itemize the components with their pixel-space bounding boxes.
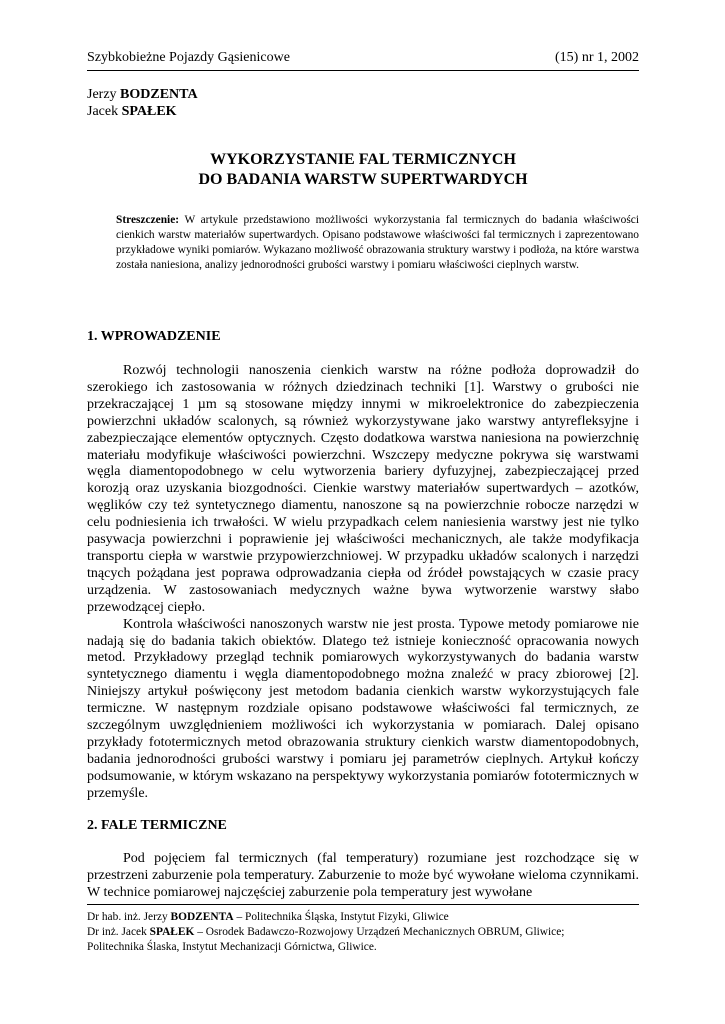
abstract <box>116 213 639 273</box>
footnote-author: BODZENTA <box>170 911 234 923</box>
paragraph: Rozwój technologii nanoszenia cienkich warstw na różne podłoża doprowadził do szerokiego ich zastosowania w różnych dziedzinach techniki [1]. Warstwy o grubości nie przekraczającej 1 µm są stosowane między innymi w mikroelektronice do zabezpieczenia powierzchni układów scalonych, są również wykorzystywane jako warstwy antyrefleksyjne i zabezpieczające elementów optycznych. Często dodatkowa warstwa naniesiona na powierzchnię materiału modyfikuje właściwości powierzchni. Wszczepy medyczne pokrywa się warstwami węgla diamentopodobnego w celu wytworzenia bariery dyfuzyjnej, zabezpieczającej przed korozją oraz uzyskania biozgodności. Cienkie warstwy materiałów supertwardych – azotków, węglików czy też syntetycznego diamentu, nanoszone są na powierzchnie robocze narzędzi w celu podniesienia ich trwałości. W wielu przypadkach celem naniesienia warstwy jest nie tylko pasywacja powierzchni i poprawienie jej właściwości mechanicznych, ale także modyfikacja transportu ciepła w warstwie przypowierzchniowej. W przypadku układów scalonych i narzędzi tnących pożądana jest poprawa odprowadzania ciepła od źródeł powstających w czasie pracy urządzenia. W zastosowaniach medycznych ważne bywa wytworzenie warstwy słabo przewodzącej ciepło. <box>87 363 639 615</box>
footnote <box>87 910 639 925</box>
author <box>87 86 198 103</box>
footnote-text: Dr hab. inż. Jerzy <box>87 911 171 923</box>
paper-title <box>87 150 639 190</box>
title-line: WYKORZYSTANIE FAL TERMICZNYCH <box>210 151 516 168</box>
author <box>87 103 198 120</box>
author-list <box>87 86 198 120</box>
footnotes <box>87 910 639 956</box>
footnote-text: – Politechnika Śląska, Instytut Fizyki, Gliwice <box>233 911 449 923</box>
title-line: DO BADANIA WARSTW SUPERTWARDYCH <box>198 171 528 188</box>
section-heading: 1. WPROWADZENIE <box>87 329 221 344</box>
author-last-name: SPAŁEK <box>121 104 177 119</box>
running-header <box>87 50 639 71</box>
footnote-divider <box>87 904 639 905</box>
abstract-text: W artykule przedstawiono możliwości wykorzystania fal termicznych do badania właściwości cienkich warstw materiałów supertwardych. Opisano podstawowe właściwości fal termicznych i zaprezentowano przykładowe wyniki pomiarów. Wykazano możliwość obrazowania struktury warstwy i podłoża, na które warstwa została naniesiona, analizy jednorodności grubości warstwy i pomiaru właściwości cieplnych warstw. <box>116 214 639 272</box>
author-last-name: BODZENTA <box>120 87 198 102</box>
section-heading: 2. FALE TERMICZNE <box>87 818 227 833</box>
footnote-author: SPAŁEK <box>149 926 195 939</box>
footnote-text: Dr inż. Jacek <box>87 926 150 939</box>
journal-name: Szybkobieżne Pojazdy Gąsienicowe <box>87 50 290 65</box>
author-first-name: Jerzy <box>87 87 117 102</box>
paragraph: Kontrola właściwości nanoszonych warstw nie jest prosta. Typowe metody pomiarowe nie nadają się do badania takich obiektów. Dlatego też istnieje konieczność opracowania nowych metod. Przykładowy przegląd technik pomiarowych wykorzystywanych do badania warstw syntetycznego diamentu i węgla diamentopodobnego można znaleźć w pracy zbiorowej [2]. Niniejszy artykuł poświęcony jest metodom badania cienkich warstw wykorzystujących fale termiczne. W następnym rozdziale opisano podstawowe właściwości fal termicznych, ze szczególnym uwzględnieniem możliwości ich wykorzystania w pomiarach. Dalej opisano przykłady fototermicznych metod obrazowania struktury cienkich warstw diamentopodobnych, badania jednorodności grubości warstwy i pomiaru jej parametrów cieplnych. Artykuł kończy podsumowanie, w którym wskazano na perspektywy wykorzystania pomiarów fototermicznych w przemyśle. <box>87 616 639 801</box>
section-body <box>87 363 639 803</box>
paragraph: Pod pojęciem fal termicznych (fal temperatury) rozumiane jest rozchodzące się w przestrzeni zaburzenie pola temperatury. Zaburzenie to może być wywołane wieloma czynnikami. W technice pomiarowej najczęściej zaburzenie pola temperatury jest wywołane <box>87 851 639 900</box>
abstract-label: Streszczenie: <box>116 214 180 226</box>
footnote-text: – Osrodek Badawczo-Rozwojowy Urządzeń Mechanicznych OBRUM, Gliwice; <box>194 926 565 939</box>
author-first-name: Jacek <box>87 104 119 119</box>
issue-number: (15) nr 1, 2002 <box>555 50 639 65</box>
footnote: Politechnika Ślaska, Instytut Mechanizacji Górnictwa, Gliwice. <box>87 941 377 954</box>
section-body <box>87 851 639 902</box>
footnote <box>87 925 639 940</box>
